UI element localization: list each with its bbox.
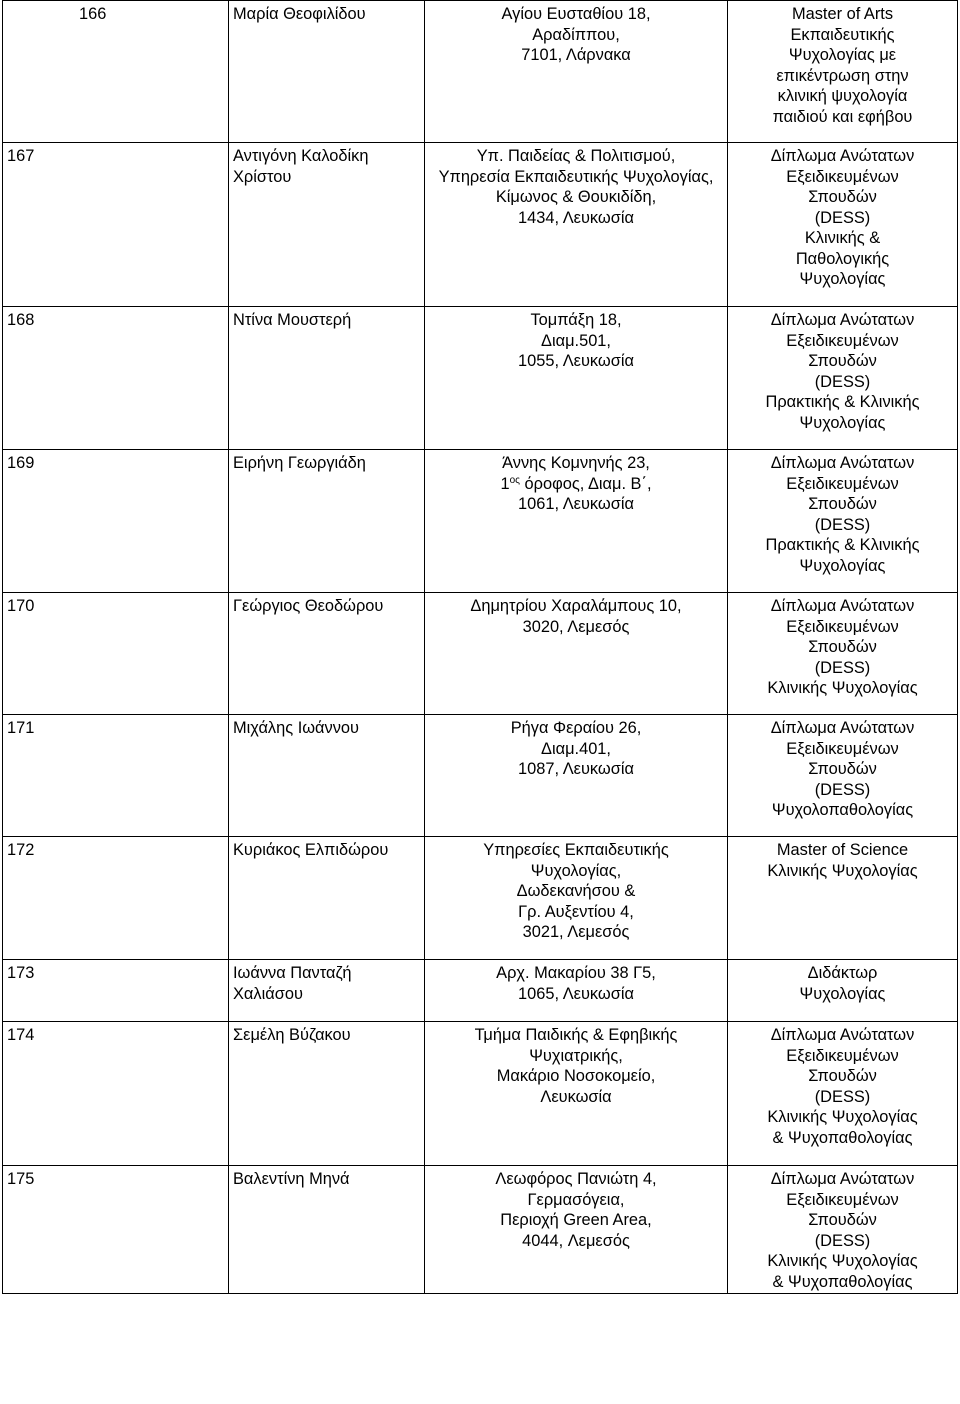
qualification: Δίπλωμα Ανώτατων Εξειδικευμένων Σπουδών (DESS) Κλινικής Ψυχολογίας & Ψυχοπαθολογίας [728,1022,958,1166]
qualification: Δίπλωμα Ανώτατων Εξειδικευμένων Σπουδών (DESS) Κλινικής & Παθολογικής Ψυχολογίας [728,143,958,307]
table-row [3,960,958,1022]
person-name: Ντίνα Μουστερή [229,307,425,450]
address: Ρήγα Φεραίου 26, Διαμ.401, 1087, Λευκωσία [425,715,728,837]
qualification: Διδάκτωρ Ψυχολογίας [728,960,958,1022]
table-row [3,307,958,450]
registry-number: 167 [3,143,229,307]
person-name: Αντιγόνη Καλοδίκη Χρίστου [229,143,425,307]
registry-number: 173 [3,960,229,1022]
address: Υπ. Παιδείας & Πολιτισμού, Υπηρεσία Εκπαιδευτικής Ψυχολογίας, Κίμωνος & Θουκιδίδη, 1434, Λευκωσία [425,143,728,307]
floor-number: 1 [500,474,510,493]
address: Αρχ. Μακαρίου 38 Γ5, 1065, Λευκωσία [425,960,728,1022]
registry-number: 172 [3,837,229,960]
address: Αγίου Ευσταθίου 18, Αραδίππου, 7101, Λάρνακα [425,1,728,143]
person-name: Κυριάκος Ελπιδώρου [229,837,425,960]
psychologist-registry-table [2,0,958,1294]
address [425,450,728,593]
registry-number: 170 [3,593,229,715]
table-row [3,837,958,960]
table-row [3,450,958,593]
address-line: 1061, Λευκωσία [518,495,634,513]
address: Υπηρεσίες Εκπαιδευτικής Ψυχολογίας, Δωδεκανήσου & Γρ. Αυξεντίου 4, 3021, Λεμεσός [425,837,728,960]
qualification: Δίπλωμα Ανώτατων Εξειδικευμένων Σπουδών (DESS) Κλινικής Ψυχολογίας & Ψυχοπαθολογίας [728,1166,958,1294]
qualification: Δίπλωμα Ανώτατων Εξειδικευμένων Σπουδών (DESS) Πρακτικής & Κλινικής Ψυχολογίας [728,307,958,450]
registry-number: 174 [3,1022,229,1166]
floor-rest: όροφος, Διαμ. Β΄, [519,474,652,493]
person-name: Ιωάννα Πανταζή Χαλιάσου [229,960,425,1022]
address: Δημητρίου Χαραλάμπους 10, 3020, Λεμεσός [425,593,728,715]
person-name: Γεώργιος Θεοδώρου [229,593,425,715]
registry-number: 171 [3,715,229,837]
qualification: Δίπλωμα Ανώτατων Εξειδικευμένων Σπουδών (DESS) Πρακτικής & Κλινικής Ψυχολογίας [728,450,958,593]
ordinal-suffix: ος [509,474,520,486]
table-row [3,143,958,307]
table-row [3,1,958,143]
registry-number: 168 [3,307,229,450]
person-name: Βαλεντίνη Μηνά [229,1166,425,1294]
person-name: Μαρία Θεοφιλίδου [229,1,425,143]
address-line: Άννης Κομνηνής 23, [502,454,650,472]
qualification: Master of Arts Εκπαιδευτικής Ψυχολογίας με επικέντρωση στην κλινική ψυχολογία παιδιού και εφήβου [728,1,958,143]
person-name: Σεμέλη Βύζακου [229,1022,425,1166]
qualification: Master of Science Κλινικής Ψυχολογίας [728,837,958,960]
person-name: Μιχάλης Ιωάννου [229,715,425,837]
table-row [3,1022,958,1166]
table-row [3,593,958,715]
qualification: Δίπλωμα Ανώτατων Εξειδικευμένων Σπουδών (DESS) Κλινικής Ψυχολογίας [728,593,958,715]
registry-number: 175 [3,1166,229,1294]
address: Τμήμα Παιδικής & Εφηβικής Ψυχιατρικής, Μακάριο Νοσοκομείο, Λευκωσία [425,1022,728,1166]
address-line [500,475,651,493]
registry-number: 169 [3,450,229,593]
qualification: Δίπλωμα Ανώτατων Εξειδικευμένων Σπουδών (DESS) Ψυχολοπαθολογίας [728,715,958,837]
table-row [3,1166,958,1294]
address: Τομπάξη 18, Διαμ.501, 1055, Λευκωσία [425,307,728,450]
table-row [3,715,958,837]
address: Λεωφόρος Πανιώτη 4, Γερμασόγεια, Περιοχή Green Area, 4044, Λεμεσός [425,1166,728,1294]
person-name: Ειρήνη Γεωργιάδη [229,450,425,593]
registry-number: 166 [3,1,229,143]
